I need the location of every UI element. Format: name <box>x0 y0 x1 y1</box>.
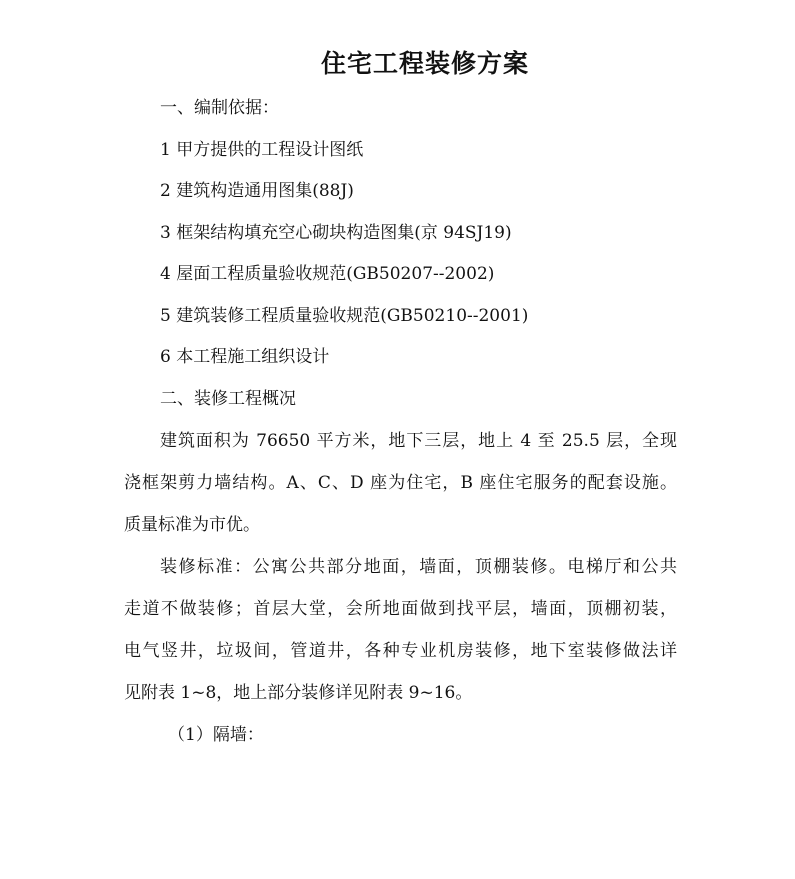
subsection-partition-wall: （1）隔墙： <box>168 725 264 745</box>
overview-line-3: 质量标准为市优。 <box>124 515 260 535</box>
section-heading-basis: 一、编制依据： <box>160 98 279 118</box>
overview-line-2: 浇框架剪力墙结构。A、C、D 座为住宅，B 座住宅服务的配套设施。 <box>124 473 677 493</box>
standard-line-1: 装修标准：公寓公共部分地面，墙面，顶棚装修。电梯厅和公共 <box>160 557 677 577</box>
section-heading-overview: 二、装修工程概况 <box>160 389 296 409</box>
basis-item-2: 2 建筑构造通用图集(88J) <box>160 181 354 201</box>
basis-item-6: 6 本工程施工组织设计 <box>160 347 330 367</box>
basis-item-3: 3 框架结构填充空心砌块构造图集(京 94SJ19) <box>160 223 512 243</box>
basis-item-4: 4 屋面工程质量验收规范(GB50207--2002) <box>160 264 495 284</box>
overview-line-1: 建筑面积为 76650 平方米，地下三层，地上 4 至 25.5 层，全现 <box>160 431 677 451</box>
basis-item-5: 5 建筑装修工程质量验收规范(GB50210--2001) <box>160 306 529 326</box>
standard-line-3: 电气竖井，垃圾间，管道井，各种专业机房装修，地下室装修做法详 <box>124 641 677 661</box>
standard-line-2: 走道不做装修；首层大堂，会所地面做到找平层，墙面，顶棚初装， <box>124 599 677 619</box>
standard-line-4: 见附表 1~8，地上部分装修详见附表 9~16。 <box>124 683 473 703</box>
basis-item-1: 1 甲方提供的工程设计图纸 <box>160 140 364 160</box>
document-title: 住宅工程装修方案 <box>320 49 529 78</box>
